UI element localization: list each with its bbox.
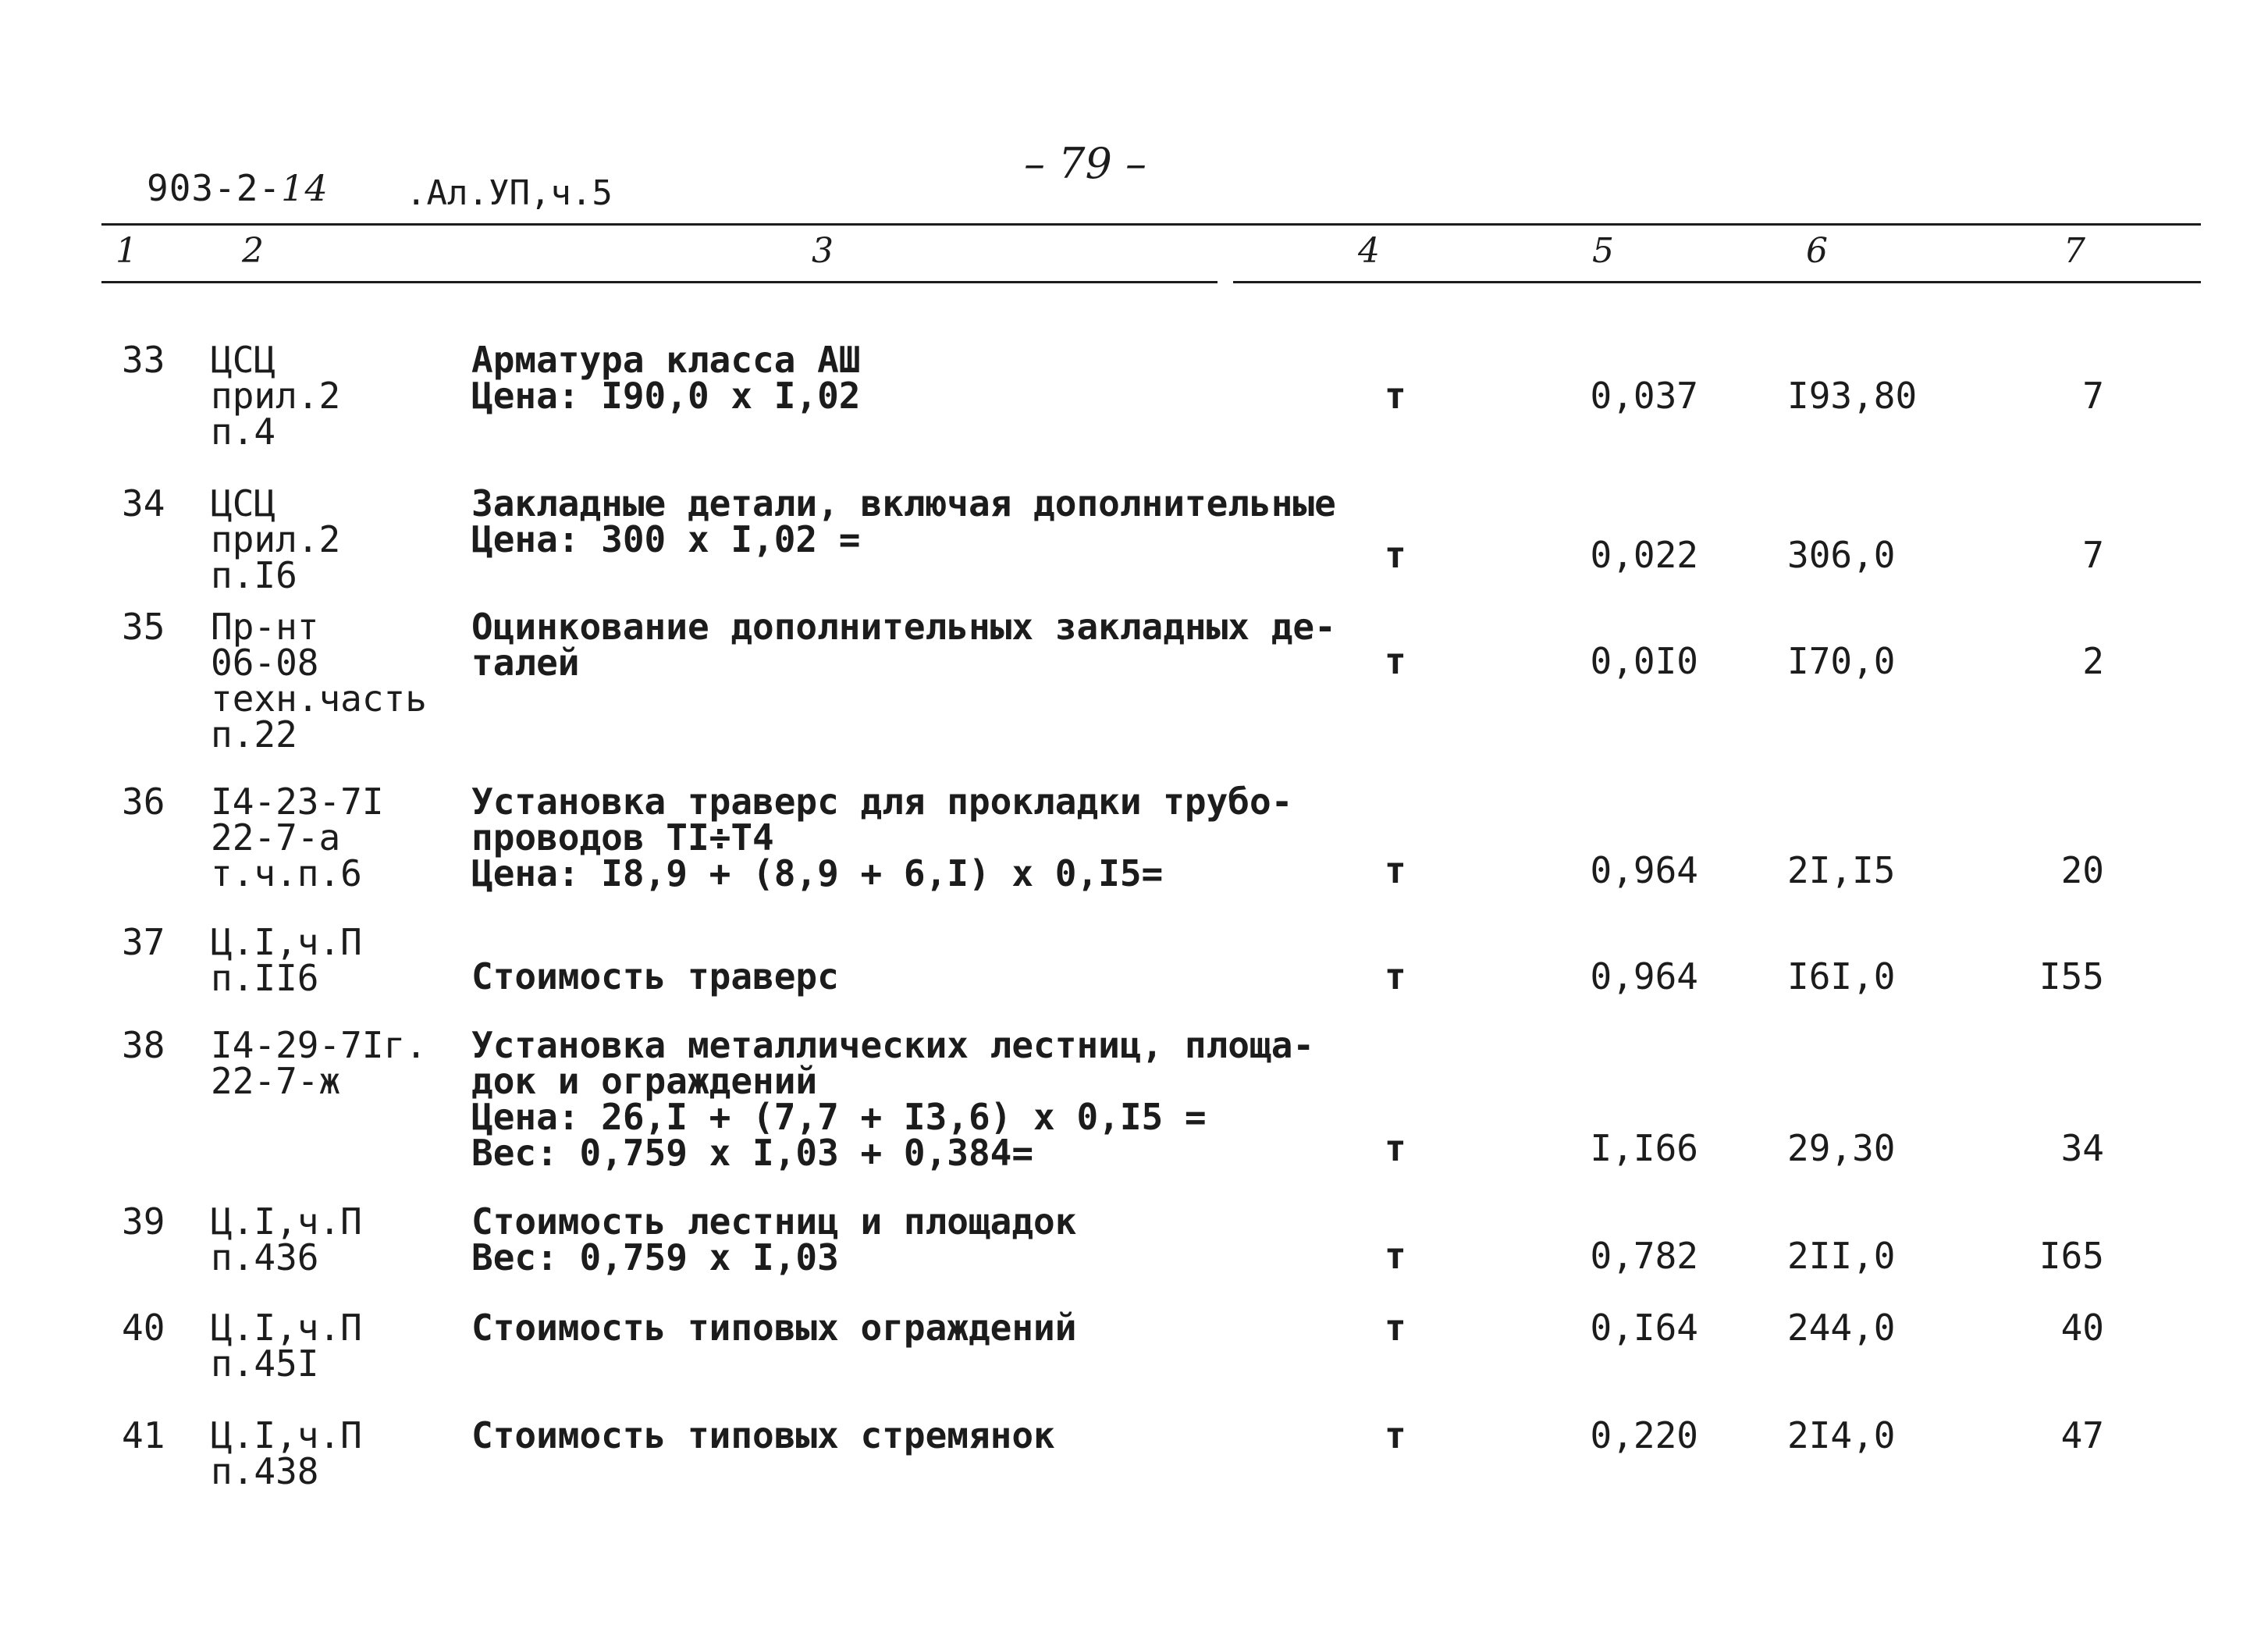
row-total: 34 [2060, 1127, 2104, 1169]
row-description: Стоимость лестниц и площадок Вес: 0,759 x I,03 [471, 1200, 1077, 1278]
row-unit-price: 2I4,0 [1787, 1414, 1896, 1456]
row-quantity: I,I66 [1590, 1127, 1698, 1169]
row-total: 2 [2082, 640, 2104, 682]
row-reference: Пр-нт 06-08 техн.часть п.22 [211, 606, 427, 756]
document-code-handwritten: 14 [281, 167, 329, 209]
row-quantity: 0,782 [1590, 1235, 1698, 1277]
row-description: Арматура класса АШ Цена: I90,0 x I,02 [471, 339, 861, 417]
row-number: 41 [122, 1414, 165, 1456]
row-number: 38 [122, 1024, 165, 1066]
row-reference: Ц.I,ч.П п.438 [211, 1414, 362, 1492]
row-quantity: 0,022 [1590, 534, 1698, 576]
row-description: Стоимость траверс [471, 955, 839, 997]
row-unit-price: 306,0 [1787, 534, 1896, 576]
row-reference: I4-29-7Iг. 22-7-ж [211, 1024, 427, 1102]
row-reference: I4-23-7I 22-7-а т.ч.п.6 [211, 781, 384, 894]
row-quantity: 0,964 [1590, 849, 1698, 891]
row-unit: т [1385, 1414, 1406, 1456]
header-bottom-rule-right [1233, 281, 2201, 283]
row-description: Оцинкование дополнительных закладных де- талей [471, 606, 1336, 684]
row-number: 36 [122, 781, 165, 823]
column-number-2: 2 [242, 231, 264, 271]
row-unit-price: I70,0 [1787, 640, 1896, 682]
row-total: 40 [2060, 1307, 2104, 1349]
column-number-4: 4 [1358, 231, 1380, 271]
header-top-rule [101, 223, 2201, 226]
row-description: Стоимость типовых стремянок [471, 1414, 1055, 1456]
row-total: 7 [2082, 375, 2104, 417]
row-unit: т [1385, 375, 1406, 417]
row-quantity: 0,037 [1590, 375, 1698, 417]
row-reference: Ц.I,ч.П п.II6 [211, 921, 362, 999]
row-description: Установка металлических лестниц, площа- док и ограждений Цена: 26,I + (7,7 + I3,6) x 0,I5 = Вес: 0,759 x I,03 + 0,384= [471, 1024, 1315, 1174]
document-code-prefix: 903-2- [147, 167, 282, 209]
row-number: 34 [122, 482, 165, 525]
row-unit-price: 2I,I5 [1787, 849, 1896, 891]
row-quantity: 0,220 [1590, 1414, 1698, 1456]
row-unit-price: 244,0 [1787, 1307, 1896, 1349]
row-description: Стоимость типовых ограждений [471, 1307, 1077, 1349]
row-unit-price: 2II,0 [1787, 1235, 1896, 1277]
row-reference: ЦСЦ прил.2 п.I6 [211, 482, 341, 596]
row-unit: т [1385, 1307, 1406, 1349]
row-unit: т [1385, 1235, 1406, 1277]
row-number: 37 [122, 921, 165, 963]
header-bottom-rule-left [101, 281, 1218, 283]
document-code [147, 167, 329, 209]
row-unit: т [1385, 640, 1406, 682]
row-number: 39 [122, 1200, 165, 1243]
row-unit: т [1385, 534, 1406, 576]
row-unit: т [1385, 1127, 1406, 1169]
row-total: 7 [2082, 534, 2104, 576]
album-reference: .Ал.УП,ч.5 [406, 173, 613, 213]
row-quantity: 0,964 [1590, 955, 1698, 997]
row-quantity: 0,I64 [1590, 1307, 1698, 1349]
column-number-6: 6 [1806, 231, 1828, 271]
column-number-5: 5 [1592, 231, 1614, 271]
row-description: Закладные детали, включая дополнительные Цена: 300 x I,02 = [471, 482, 1336, 560]
row-total: I65 [2039, 1235, 2104, 1277]
row-reference: Ц.I,ч.П п.436 [211, 1200, 362, 1278]
row-total: 47 [2060, 1414, 2104, 1456]
row-unit: т [1385, 849, 1406, 891]
row-number: 33 [122, 339, 165, 381]
row-quantity: 0,0I0 [1590, 640, 1698, 682]
row-total: I55 [2039, 955, 2104, 997]
row-reference: Ц.I,ч.П п.45I [211, 1307, 362, 1385]
column-number-7: 7 [2064, 231, 2085, 271]
row-unit-price: I93,80 [1787, 375, 1918, 417]
row-description: Установка траверс для прокладки трубо- проводов TI÷T4 Цена: I8,9 + (8,9 + 6,I) x 0,I5= [471, 781, 1293, 894]
row-unit-price: 29,30 [1787, 1127, 1896, 1169]
row-total: 20 [2060, 849, 2104, 891]
row-number: 40 [122, 1307, 165, 1349]
page-number: – 79 – [1024, 139, 1147, 188]
row-number: 35 [122, 606, 165, 648]
row-unit: т [1385, 955, 1406, 997]
column-number-1: 1 [116, 231, 137, 271]
row-reference: ЦСЦ прил.2 п.4 [211, 339, 341, 453]
column-number-3: 3 [812, 231, 834, 271]
row-unit-price: I6I,0 [1787, 955, 1896, 997]
